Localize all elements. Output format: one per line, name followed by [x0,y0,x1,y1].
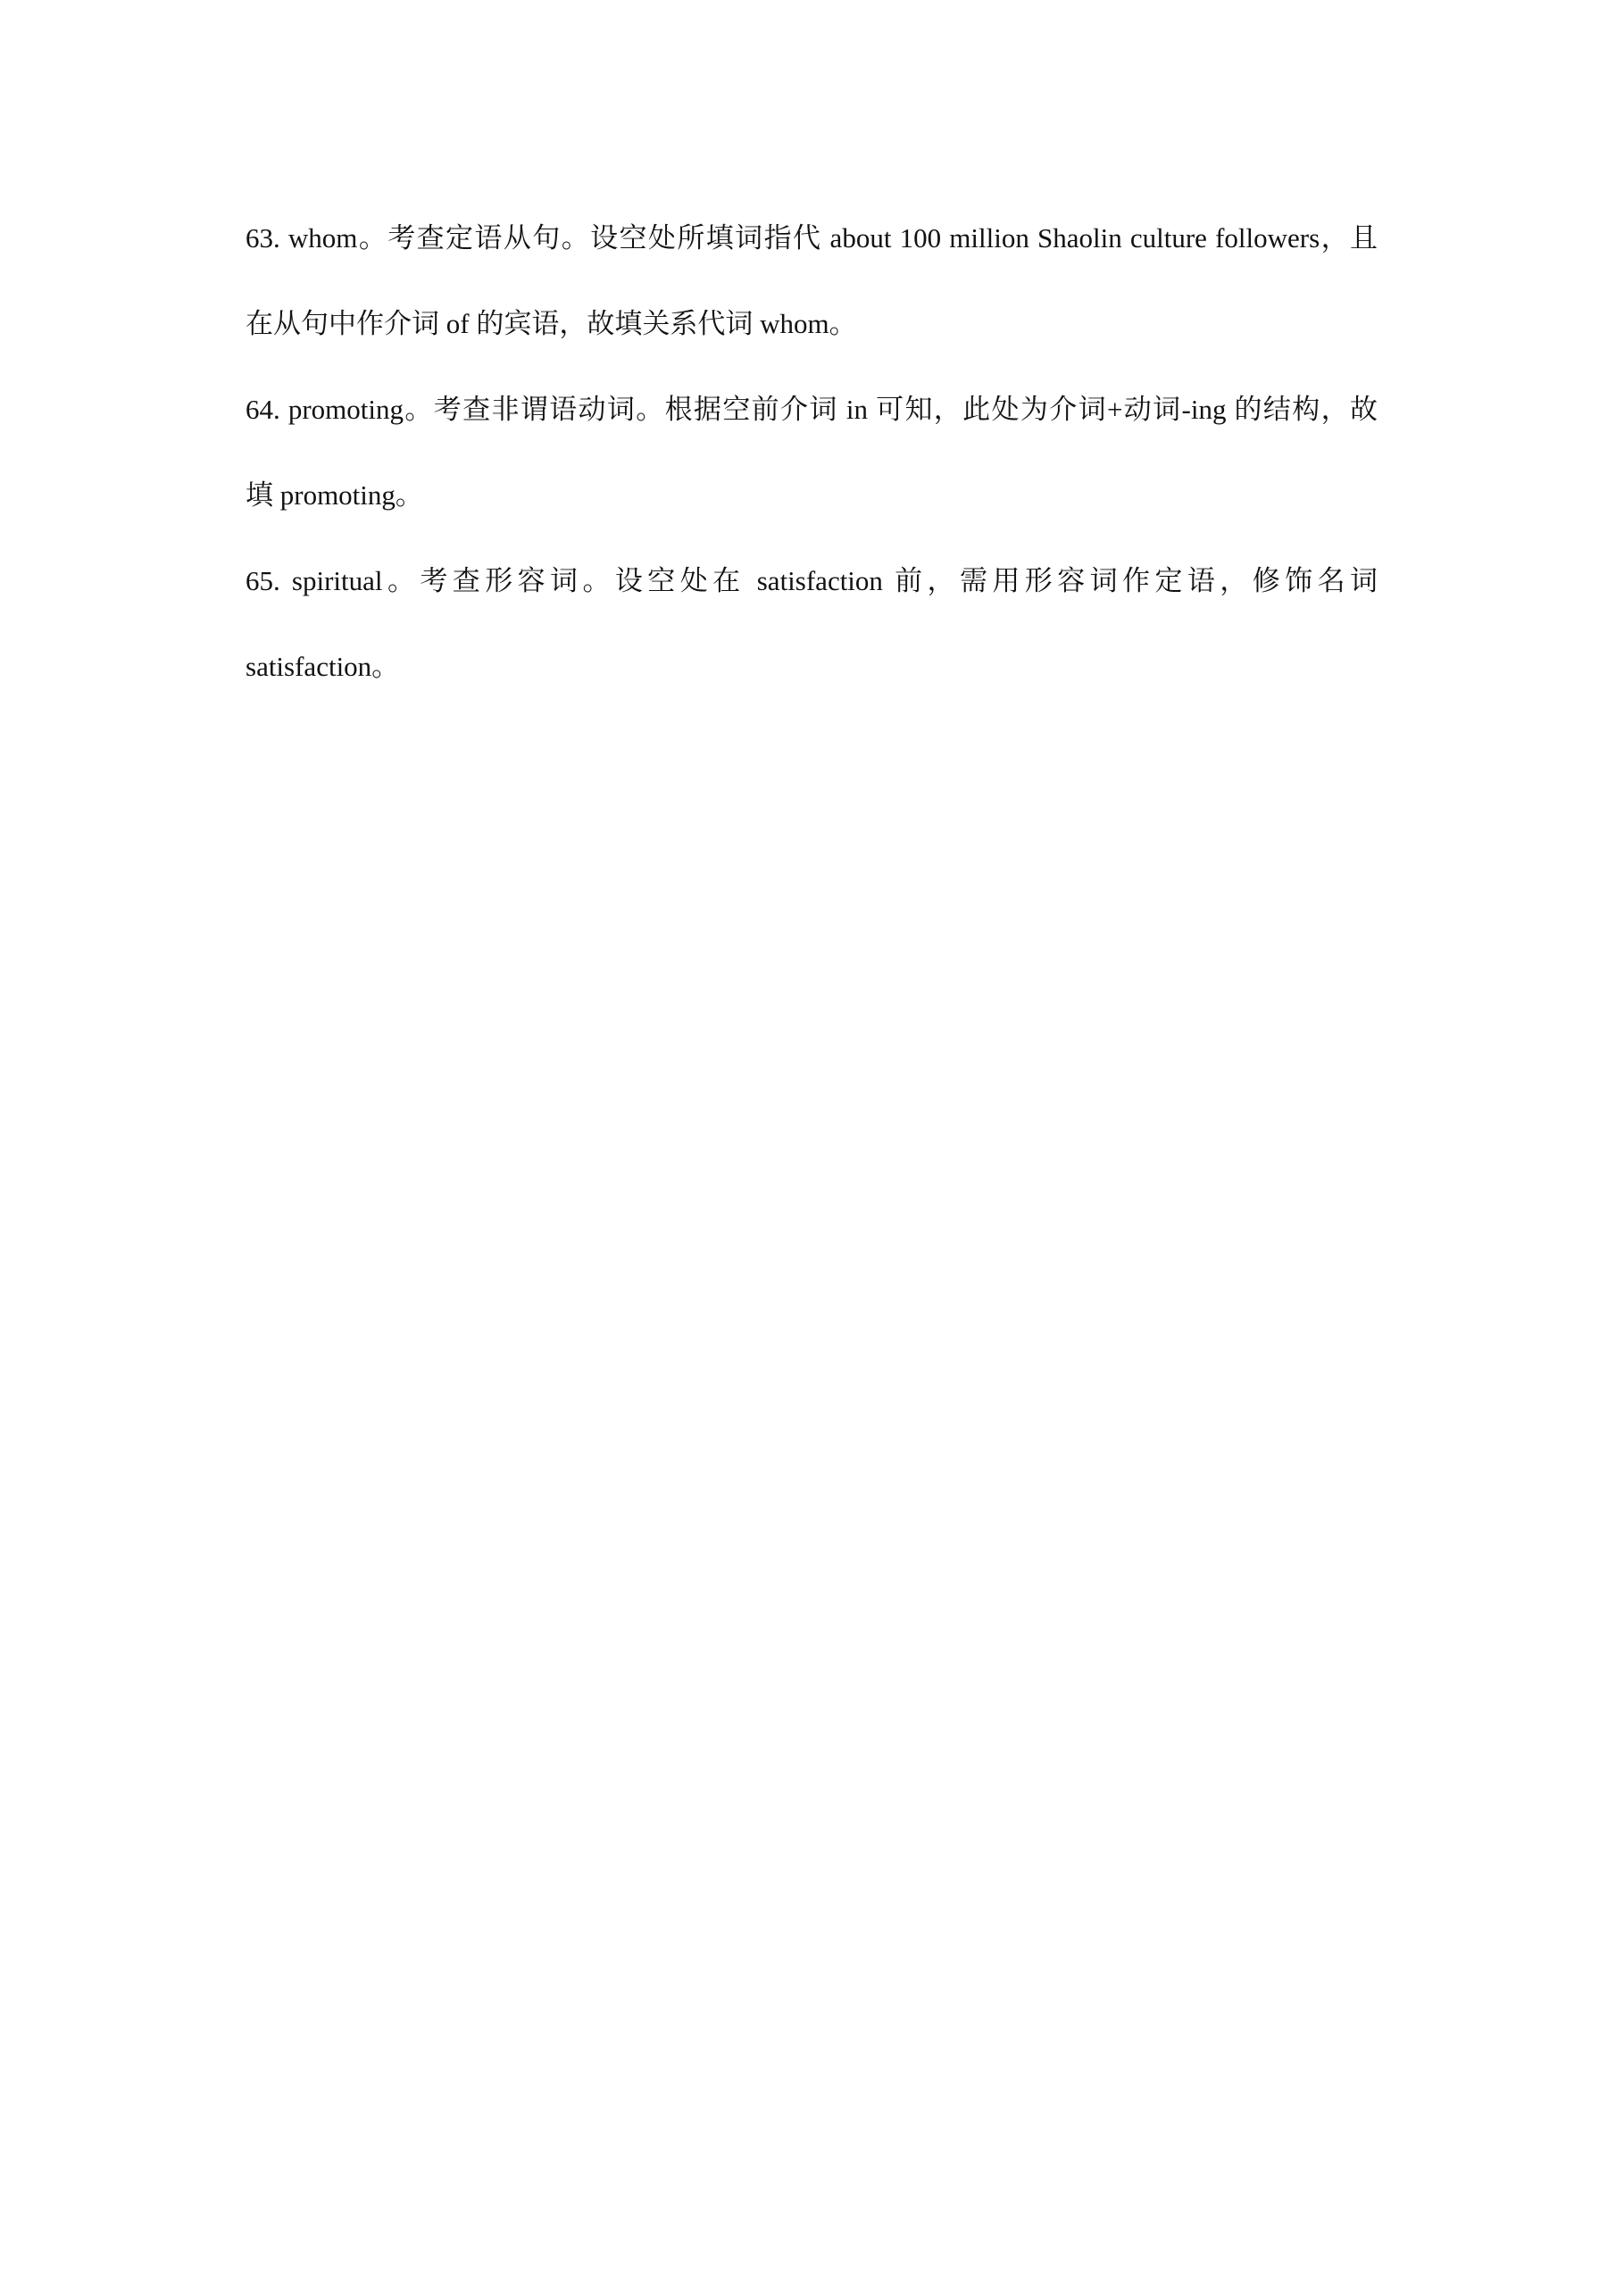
answer-line-64-1: 64. promoting。考查非谓语动词。根据空前介词 in 可知，此处为介词+动词-ing 的结构，故 [246,394,1378,425]
answer-line-65-1: 65. spiritual。考查形容词。设空处在 satisfaction 前，需用形容词作定语，修饰名词 [246,565,1378,596]
answer-line-63-2: 在从句中作介词 of 的宾语，故填关系代词 whom。 [246,308,857,339]
answer-line-64-2: 填 promoting。 [246,479,423,511]
answer-line-63-1: 63. whom。考查定语从句。设空处所填词指代 about 100 million Shaolin culture followers，且 [246,222,1378,254]
answer-explanations-block [246,195,1378,710]
answer-line-65-2: satisfaction。 [246,651,400,682]
